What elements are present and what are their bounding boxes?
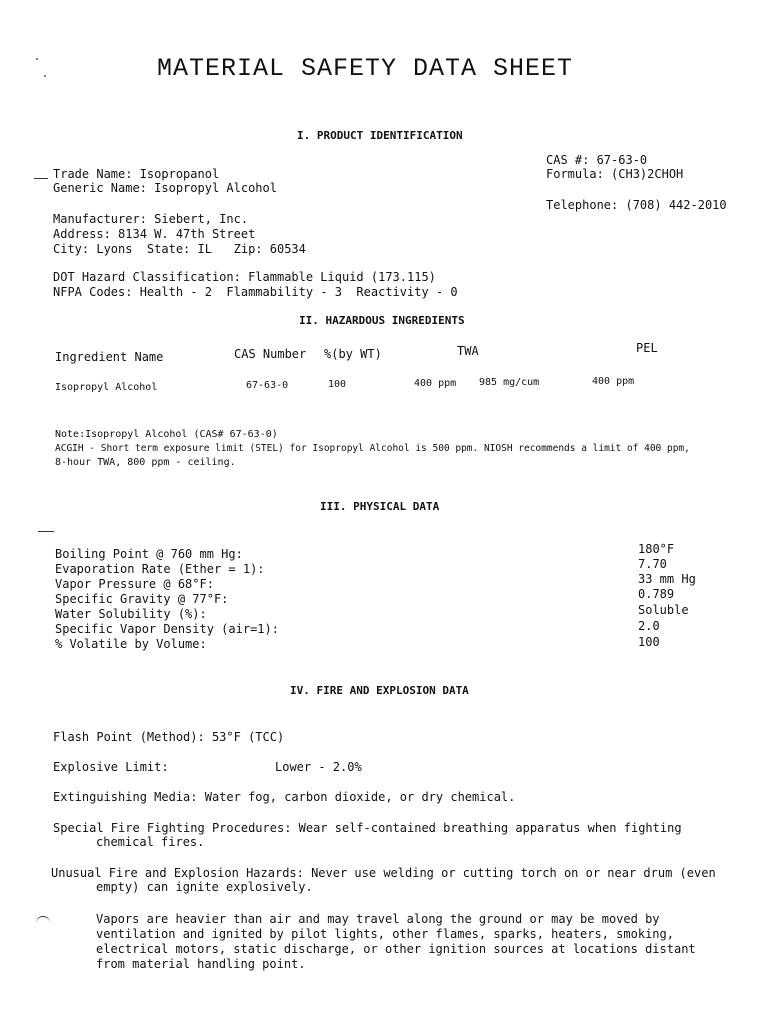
dot-hazard-classification: DOT Hazard Classification: Flammable Liquid (173.115) (53, 270, 436, 284)
scan-mark (34, 178, 48, 179)
physical-label: Evaporation Rate (Ether = 1): (55, 562, 265, 576)
unusual-hazards-line-1: Unusual Fire and Explosion Hazards: Never use welding or cutting torch on or near drum (even (51, 866, 716, 880)
col-header-pct: %(by WT) (324, 347, 382, 361)
scan-speck (44, 75, 46, 77)
section-hazardous-ingredients-heading: II. HAZARDOUS INGREDIENTS (299, 314, 465, 327)
physical-label: % Volatile by Volume: (55, 637, 207, 651)
unusual-hazards-line-2: empty) can ignite explosively. (96, 880, 313, 894)
special-procedures-line-1: Special Fire Fighting Procedures: Wear self-contained breathing apparatus when fighting (53, 821, 682, 835)
note-line-1: Note:Isopropyl Alcohol (CAS# 67-63-0) (55, 429, 278, 440)
nfpa-codes: NFPA Codes: Health - 2 Flammability - 3 Reactivity - 0 (53, 285, 458, 299)
physical-value: 180°F (638, 542, 675, 556)
row-twa-mg: 985 mg/cum (479, 377, 540, 388)
flash-point: Flash Point (Method): 53°F (TCC) (53, 730, 285, 744)
physical-value: 0.789 (638, 587, 675, 601)
physical-value: 100 (638, 635, 660, 649)
physical-label: Specific Vapor Density (air=1): (55, 622, 279, 636)
vapors-line-4: from material handling point. (96, 957, 306, 971)
physical-value: Soluble (638, 603, 689, 617)
section-product-identification-heading: I. PRODUCT IDENTIFICATION (297, 129, 463, 142)
col-header-ingredient: Ingredient Name (55, 350, 164, 364)
physical-label: Specific Gravity @ 77°F: (55, 592, 229, 606)
section-physical-data-heading: III. PHYSICAL DATA (320, 500, 440, 513)
cas-number: CAS #: 67-63-0 (546, 153, 648, 167)
vapors-line-1: Vapors are heavier than air and may travel along the ground or may be moved by (96, 912, 660, 926)
explosive-limit-value: Lower - 2.0% (275, 760, 362, 774)
vapors-line-2: ventilation and ignited by pilot lights, other flames, sparks, heaters, smoking, (96, 927, 674, 941)
special-procedures-line-2: chemical fires. (96, 835, 205, 849)
formula: Formula: (CH3)2CHOH (546, 167, 684, 181)
extinguishing-media: Extinguishing Media: Water fog, carbon dioxide, or dry chemical. (53, 790, 516, 804)
trade-name: Trade Name: Isopropanol (53, 167, 220, 181)
city-state-zip: City: Lyons State: IL Zip: 60534 (53, 242, 306, 256)
physical-value: 7.70 (638, 557, 667, 571)
explosive-limit-label: Explosive Limit: (53, 760, 169, 774)
row-cas: 67-63-0 (246, 380, 289, 391)
physical-value: 33 mm Hg (638, 572, 696, 586)
physical-label: Vapor Pressure @ 68°F: (55, 577, 214, 591)
physical-value: 2.0 (638, 619, 660, 633)
col-header-cas: CAS Number (234, 347, 307, 361)
scan-mark (38, 531, 54, 532)
row-ingredient-name: Isopropyl Alcohol (55, 382, 158, 393)
manufacturer: Manufacturer: Siebert, Inc. (53, 212, 249, 226)
generic-name: Generic Name: Isopropyl Alcohol (53, 181, 277, 195)
scan-mark (36, 916, 50, 923)
row-pct: 100 (328, 379, 347, 390)
physical-label: Water Solubility (%): (55, 607, 207, 621)
scan-speck (36, 58, 38, 60)
address: Address: 8134 W. 47th Street (53, 227, 256, 241)
section-fire-explosion-heading: IV. FIRE AND EXPLOSION DATA (290, 684, 469, 697)
vapors-line-3: electrical motors, static discharge, or other ignition sources at locations distant (96, 942, 696, 956)
physical-label: Boiling Point @ 760 mm Hg: (55, 547, 243, 561)
row-pel: 400 ppm (592, 376, 635, 387)
note-line-3: 8-hour TWA, 800 ppm - ceiling. (55, 457, 236, 468)
row-twa-ppm: 400 ppm (414, 378, 457, 389)
note-line-2: ACGIH - Short term exposure limit (STEL) for Isopropyl Alcohol is 500 ppm. NIOSH recommends a limit of 400 ppm, (55, 443, 690, 454)
col-header-pel: PEL (636, 341, 658, 355)
document-title: MATERIAL SAFETY DATA SHEET (157, 54, 574, 83)
col-header-twa: TWA (457, 344, 479, 358)
telephone: Telephone: (708) 442-2010 (546, 198, 727, 212)
